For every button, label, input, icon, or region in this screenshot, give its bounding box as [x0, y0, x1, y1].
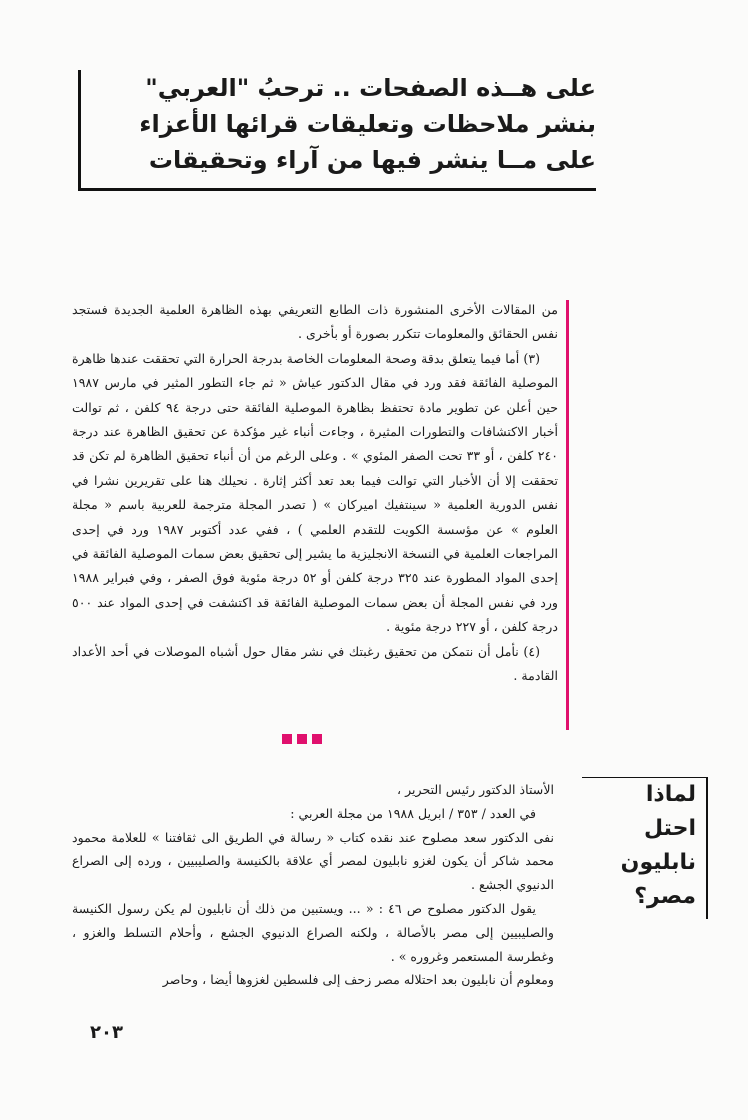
side-title-line-2: احتل [643, 816, 696, 841]
letter-paragraph-4: ومعلوم أن نابليون بعد احتلاله مصر زحف إلى فلسطين لغزوها أيضا ، وحاصر [162, 972, 554, 988]
letter-salutation: الأستاذ الدكتور رئيس التحرير ، [397, 782, 554, 797]
divider-square [297, 734, 307, 744]
side-title-line-3: نابليون [620, 850, 696, 875]
article-body [72, 298, 558, 689]
article-paragraph-1: من المقالات الأخرى المنشورة ذات الطابع التعريفي بهذه الظاهرة العلمية الجديدة فستجد نفس الحقائق والمعلومات تتكرر بصورة أو بأخرى . [72, 302, 558, 342]
accent-bar [566, 300, 569, 730]
section-header [78, 70, 596, 191]
letter-body [72, 778, 554, 992]
letter-paragraph-2: نفى الدكتور سعد مصلوح عند نقده كتاب « رسالة في الطريق الى ثقافتنا » للعلامة محمود محمد شاكر أن يكون لغزو نابليون لمصر أي علاقة بالكنيسة والصليبيين ، ورده إلى الصراع الدنيوي الجشع . [72, 829, 554, 893]
page-number: ٢٠٣ [90, 1022, 123, 1043]
divider-square [282, 734, 292, 744]
side-title-line-1: لماذا [645, 782, 696, 807]
divider-square [312, 734, 322, 744]
article-paragraph-2: (٣) أما فيما يتعلق بدقة وصحة المعلومات الخاصة بدرجة الحرارة التي تحققت عندها ظاهرة الموصلية الفائقة فقد ورد في مقال الدكتور عياش « ثم جاء التطور المثير في مارس ١٩٨٧ حين أعلن عن تطوير مادة تحتفظ بظاهرة الموصلية الفائقة حتى درجة ٩٤ كلفن ، ثم توالت أخبار الاكتشافات والتطورات المثيرة ، وجاءت أنباء غير مؤكدة عن تحقيق الظاهرة عند درجة ٢٤٠ كلفن ، أو ٣٣ تحت الصفر المئوي » . وعلى الرغم من أن أنباء تحقيق الظاهرة لم تكن قد تحققت إلا أن الأخبار التي توالت فيما بعد تعد أكثر إثارة . نحيلك هنا على تقريرين نشرا في نفس الدورية العلمية « سينتفيك اميركان » ( تصدر المجلة مترجمة للعربية باسم « مجلة العلوم » عن مؤسسة الكويت للتقدم العلمي ) ، ففي عدد أكتوبر ١٩٨٧ ورد في إحدى المراجعات العلمية في النسخة الانجليزية ما يشير إلى تحقيق بعض سمات الموصلية الفائقة في إحدى المواد المطورة عند ٣٢٥ درجة كلفن أو ٥٢ درجة مئوية فوق الصفر ، وفي فبراير ١٩٨٨ ورد في نفس المجلة أن بعض سمات الموصلية الفائقة قد اكتشفت في إحدى المواد عند ٥٠٠ درجة كلفن ، أو ٢٢٧ درجة مئوية . [72, 350, 559, 635]
letter-paragraph-3: يقول الدكتور مصلوح ص ٤٦ : « ... ويستبين من ذلك أن نابليون لم يكن رسول الكنيسة والصليبيين إلى مصر بالأصالة ، ولكنه الصراع الدنيوي الجشع ، وأحلام التسلط والغزو ، وغطرسة المستعمر وغروره » . [72, 900, 554, 964]
header-line-2: بنشر ملاحظات وتعليقات قرائها الأعزاء [139, 110, 596, 138]
header-line-1: على هــذه الصفحات .. ترحبُ "العربي" [145, 74, 596, 102]
header-line-3: على مــا ينشر فيها من آراء وتحقيقات [148, 146, 596, 174]
letter-side-title [582, 777, 708, 919]
section-divider [282, 734, 322, 744]
letter-paragraph-1: في العدد / ٣٥٣ / ابريل ١٩٨٨ من مجلة العربي : [290, 805, 536, 821]
side-title-line-4: مصر؟ [634, 884, 696, 909]
article-paragraph-3: (٤) نأمل أن نتمكن من تحقيق رغبتك في نشر مقال حول أشباه الموصلات في أحد الأعداد القادمة . [72, 643, 558, 684]
